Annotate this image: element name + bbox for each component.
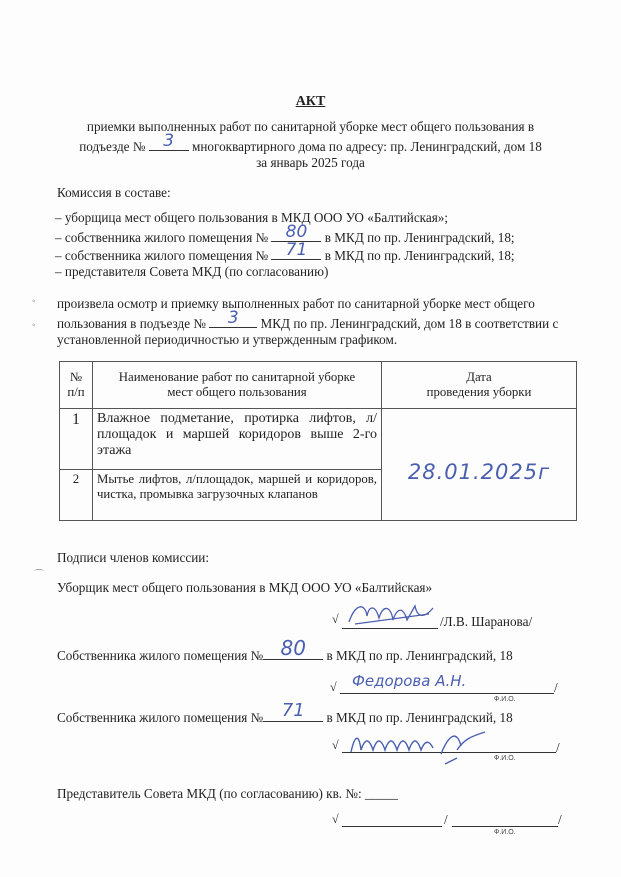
commission-item-2-prefix: – собственника жилого помещения № — [55, 230, 269, 245]
margin-mark: ⌒ — [34, 570, 44, 581]
apartment-number-field — [263, 636, 323, 660]
column-header-date: Дата проведения уборки — [382, 362, 577, 409]
cleaner-signature-icon — [345, 598, 437, 628]
slash: / — [554, 680, 558, 695]
fio-caption: Ф.И.О. — [494, 696, 516, 703]
document-title: АКТ — [295, 94, 326, 109]
margin-mark: ◦ — [32, 320, 36, 331]
body-line-2-suffix: МКД по пр. Ленинградский, дом 18 в соответствии с — [260, 316, 559, 331]
entrance-number-handwritten: 3 — [163, 131, 175, 151]
slash: / — [556, 740, 560, 755]
row-work: Влажное подметание, протирка лифтов, л/площадок и маршей коридоров выше 2-го этажа — [93, 409, 382, 470]
cleaner-name: /Л.В. Шаранова/ — [440, 614, 533, 629]
body-line-2-prefix: пользования в подъезде № — [57, 316, 206, 331]
apartment-number-field — [271, 240, 321, 260]
margin-mark: ◦ — [32, 296, 36, 307]
commission-item-3-prefix: – собственника жилого помещения № — [55, 248, 269, 263]
apartment-number-handwritten: 80 — [285, 222, 308, 242]
check-mark: √ — [332, 812, 339, 826]
cleaner-label: Уборщик мест общего пользования в МКД ООО УО «Балтийская» — [57, 580, 433, 595]
fio-caption: Ф.И.О. — [494, 829, 516, 836]
check-mark: √ — [332, 738, 339, 752]
signature-line — [342, 628, 438, 629]
owner-1-prefix: Собственника жилого помещения № — [57, 648, 264, 663]
owner-2-prefix: Собственника жилого помещения № — [57, 710, 264, 725]
signature-line — [340, 693, 554, 694]
signature-line — [452, 826, 558, 827]
column-header-work: Наименование работ по санитарной уборке мест общего пользования — [93, 362, 382, 409]
header-line-2 — [0, 131, 621, 155]
row-work: Мытье лифтов, л/площадок, маршей и коридоров, чистка, промывка загрузочных клапанов — [93, 470, 382, 521]
header-line-3: за январь 2025 года — [256, 155, 365, 170]
apartment-number-handwritten: 71 — [281, 700, 305, 721]
entrance-number-handwritten: 3 — [227, 308, 239, 328]
slash: / — [558, 812, 562, 827]
owner-2-signature-icon — [345, 724, 505, 768]
body-line-1: произвела осмотр и приемку выполненных работ по санитарной уборке мест общего — [57, 296, 535, 311]
check-mark: √ — [330, 680, 337, 694]
apartment-number-handwritten: 80 — [280, 636, 306, 660]
header-line-2-suffix: многоквартирного дома по адресу: пр. Ленинградский, дом 18 — [192, 139, 542, 154]
body-line-2 — [57, 308, 559, 332]
header-line-2-prefix: подъезде № — [79, 139, 146, 154]
commission-item-1: – уборщица мест общего пользования в МКД ООО УО «Балтийская»; — [55, 210, 449, 225]
signature-line — [342, 826, 442, 827]
owner-2-suffix: в МКД по пр. Ленинградский, 18 — [326, 710, 513, 725]
apartment-number-field — [263, 700, 323, 722]
row-number: 1 — [60, 409, 93, 470]
table-row — [60, 409, 577, 470]
representative-label: Представитель Совета МКД (по согласованию) кв. №: _____ — [57, 786, 398, 801]
signatures-heading: Подписи членов комиссии: — [57, 550, 209, 565]
commission-item-2-suffix: в МКД по пр. Ленинградский, 18; — [324, 230, 515, 245]
header-line-1: приемки выполненных работ по санитарной уборке мест общего пользования в — [86, 119, 535, 134]
column-header-number: № п/п — [60, 362, 93, 409]
owner-1-suffix: в МКД по пр. Ленинградский, 18 — [326, 648, 513, 663]
cleaning-date-cell — [382, 409, 577, 521]
commission-item-3-suffix: в МКД по пр. Ленинградский, 18; — [324, 248, 515, 263]
apartment-number-handwritten: 71 — [285, 240, 308, 260]
cleaning-date-handwritten: 28.01.2025г — [407, 459, 551, 484]
works-table — [59, 361, 577, 521]
check-mark: √ — [332, 612, 339, 626]
commission-heading: Комиссия в составе: — [57, 185, 171, 200]
owner-1-line — [57, 636, 513, 664]
owner-1-signature-handwritten: Федорова А.Н. — [352, 672, 467, 690]
slash: / — [444, 812, 448, 827]
fio-caption: Ф.И.О. — [494, 755, 516, 762]
commission-item-4: – представителя Совета МКД (по согласованию) — [55, 264, 329, 279]
table-header-row — [60, 362, 577, 409]
entrance-number-field — [209, 308, 257, 328]
entrance-number-field — [149, 131, 189, 151]
row-number: 2 — [60, 470, 93, 521]
body-line-3: установленной периодичностью и утвержденным графиком. — [57, 332, 398, 347]
commission-item-3 — [55, 240, 515, 264]
